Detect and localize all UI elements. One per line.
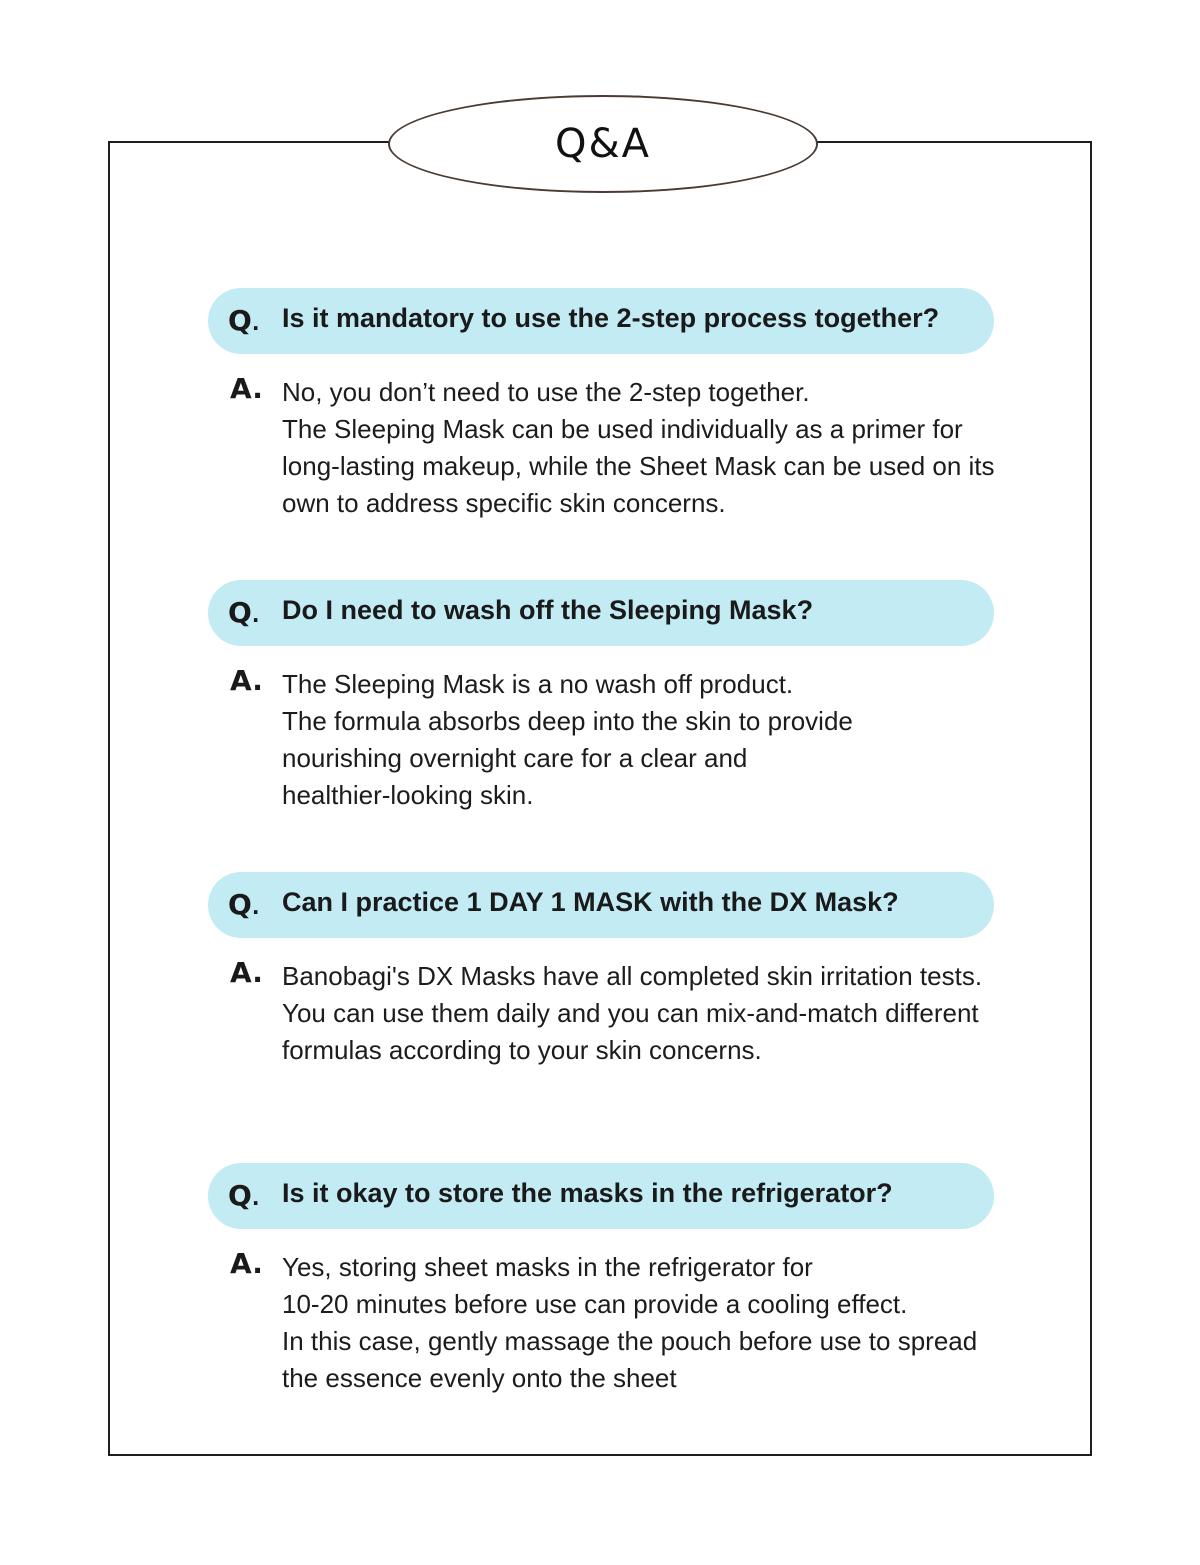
answer-block	[208, 1249, 1038, 1397]
a-marker: A.	[230, 1247, 263, 1280]
question-pill	[208, 288, 994, 354]
answer-line: In this case, gently massage the pouch before use to spread	[282, 1326, 978, 1356]
q-marker: Q.	[228, 888, 260, 921]
question-text: Do I need to wash off the Sleeping Mask?	[282, 595, 814, 625]
a-marker: A.	[230, 372, 263, 405]
q-marker: Q.	[228, 1179, 260, 1212]
answer-line: Banobagi's DX Masks have all completed skin irritation tests.	[282, 961, 983, 991]
question-text: Is it mandatory to use the 2-step process together?	[282, 303, 940, 333]
answer-block	[208, 958, 1038, 1069]
answer-line: You can use them daily and you can mix-and-match different	[282, 998, 979, 1028]
title-oval	[388, 95, 818, 193]
answer-line: long-lasting makeup, while the Sheet Mask can be used on its	[282, 451, 995, 481]
question-pill	[208, 580, 994, 646]
qa-item-4	[208, 1163, 1038, 1397]
qa-item-1	[208, 288, 1038, 522]
page-title: Q&A	[554, 121, 652, 167]
answer-line: The Sleeping Mask is a no wash off product.	[282, 669, 794, 699]
answer-line: The Sleeping Mask can be used individually as a primer for	[282, 414, 963, 444]
answer-line: Yes, storing sheet masks in the refrigerator for	[282, 1252, 813, 1282]
answer-line: own to address specific skin concerns.	[282, 488, 726, 518]
q-marker: Q.	[228, 596, 260, 629]
a-marker: A.	[230, 956, 263, 989]
answer-line: formulas according to your skin concerns.	[282, 1035, 762, 1065]
question-text: Can I practice 1 DAY 1 MASK with the DX Mask?	[282, 887, 899, 917]
answer-line: nourishing overnight care for a clear and	[282, 743, 748, 773]
q-marker: Q.	[228, 304, 260, 337]
answer-block	[208, 374, 1038, 522]
a-marker: A.	[230, 664, 263, 697]
qa-item-3	[208, 872, 1038, 1069]
qa-item-2	[208, 580, 1038, 814]
answer-line: healthier-looking skin.	[282, 780, 534, 810]
answer-line: the essence evenly onto the sheet	[282, 1363, 677, 1393]
answer-block	[208, 666, 1038, 814]
answer-line: The formula absorbs deep into the skin to provide	[282, 706, 853, 736]
answer-line: No, you don’t need to use the 2-step together.	[282, 377, 810, 407]
question-pill	[208, 1163, 994, 1229]
answer-line: 10-20 minutes before use can provide a cooling effect.	[282, 1289, 908, 1319]
question-pill	[208, 872, 994, 938]
question-text: Is it okay to store the masks in the refrigerator?	[282, 1178, 893, 1208]
